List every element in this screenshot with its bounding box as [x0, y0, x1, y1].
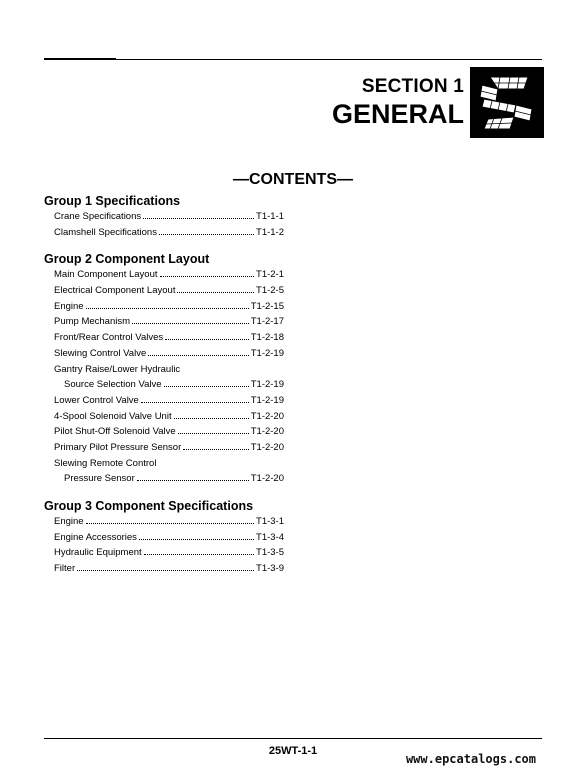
- toc-entry[interactable]: [44, 346, 284, 362]
- toc-entry-continued[interactable]: [44, 456, 284, 472]
- entry-label: 4-Spool Solenoid Valve Unit: [54, 410, 172, 422]
- toc-entry[interactable]: [44, 283, 284, 299]
- entry-page: T1-2-20: [250, 441, 284, 453]
- toc-group-2: [44, 251, 284, 487]
- leader-dots: [139, 538, 254, 540]
- leader-dots: [86, 522, 254, 524]
- entry-page: T1-3-4: [256, 531, 284, 543]
- section-title: GENERAL: [331, 99, 464, 129]
- section-header: [332, 76, 464, 129]
- leader-dots: [141, 401, 249, 403]
- toc-entry[interactable]: [44, 299, 284, 315]
- toc-entry[interactable]: [44, 514, 284, 530]
- section-s-logo-icon: [470, 67, 544, 138]
- group-title: Group 1 Specifications: [44, 194, 181, 208]
- entry-page: T1-1-2: [256, 226, 284, 238]
- entry-label: Lower Control Valve: [54, 394, 139, 406]
- entry-page: T1-2-5: [256, 285, 284, 297]
- entry-page: T1-3-9: [256, 563, 284, 575]
- toc-entry[interactable]: [44, 267, 284, 283]
- leader-dots: [137, 479, 249, 481]
- leader-dots: [177, 291, 254, 293]
- entry-page: T1-2-17: [250, 316, 284, 328]
- group-title: Group 3 Component Specifications: [44, 499, 254, 513]
- entry-page: T1-1-1: [256, 211, 284, 222]
- entry-label: Slewing Control Valve: [54, 347, 147, 359]
- leader-dots: [144, 553, 254, 555]
- contents-heading: —CONTENTS—: [233, 171, 353, 188]
- toc-entry[interactable]: [44, 545, 284, 561]
- toc-entry[interactable]: [44, 393, 284, 409]
- toc-entry-continued[interactable]: [44, 362, 284, 378]
- entry-label: Front/Rear Control Valves: [54, 332, 164, 344]
- entry-label: Engine: [54, 300, 84, 312]
- entry-label: Main Component Layout: [54, 269, 158, 281]
- leader-dots: [159, 233, 254, 235]
- leader-dots: [160, 275, 255, 277]
- entry-page: T1-2-1: [256, 269, 284, 281]
- entry-label: Primary Pilot Pressure Sensor: [54, 441, 182, 453]
- toc-entry[interactable]: [44, 314, 284, 330]
- entry-label: Electrical Component Layout: [54, 285, 176, 297]
- leader-dots: [86, 307, 249, 309]
- header-rule: [44, 59, 542, 60]
- entry-label: Clamshell Specifications: [54, 226, 157, 238]
- leader-dots: [143, 217, 254, 219]
- entry-page: T1-2-19: [250, 379, 284, 391]
- footer-rule: [44, 738, 542, 739]
- entry-label: Pilot Shut-Off Solenoid Valve: [54, 426, 176, 438]
- entry-label: Slewing Remote Control: [54, 457, 157, 469]
- toc-entry[interactable]: [44, 330, 284, 346]
- entry-page: T1-2-18: [250, 332, 284, 344]
- table-of-contents: [44, 190, 284, 577]
- toc-entry[interactable]: [44, 471, 284, 487]
- leader-dots: [148, 354, 249, 356]
- entry-label: Engine: [54, 516, 84, 527]
- group-title: Group 2 Component Layout: [44, 252, 210, 267]
- entry-page: T1-2-19: [250, 347, 284, 359]
- entry-page: T1-3-1: [256, 516, 284, 527]
- entry-page: T1-3-5: [256, 547, 284, 559]
- toc-group-1: [44, 193, 284, 240]
- toc-group-3: [44, 498, 284, 577]
- entry-label: Pump Mechanism: [54, 316, 131, 328]
- toc-entry[interactable]: [44, 377, 284, 393]
- entry-label: Hydraulic Equipment: [54, 547, 142, 559]
- section-label: SECTION 1: [361, 76, 464, 97]
- watermark: www.epcatalogs.com: [405, 752, 536, 766]
- toc-entry[interactable]: [44, 561, 284, 577]
- entry-label: Gantry Raise/Lower Hydraulic: [54, 363, 181, 375]
- toc-entry[interactable]: [44, 209, 284, 225]
- entry-page: T1-2-20: [250, 473, 284, 485]
- entry-label: Source Selection Valve: [64, 379, 162, 391]
- toc-entry[interactable]: [44, 530, 284, 546]
- entry-label: Pressure Sensor: [64, 473, 135, 485]
- entry-page: T1-2-20: [250, 410, 284, 422]
- toc-entry[interactable]: [44, 409, 284, 425]
- toc-entry[interactable]: [44, 225, 284, 241]
- entry-page: T1-2-20: [250, 426, 284, 438]
- entry-label: Filter: [54, 563, 76, 575]
- toc-entry[interactable]: [44, 424, 284, 440]
- leader-dots: [165, 338, 249, 340]
- leader-dots: [132, 322, 249, 324]
- entry-label: Crane Specifications: [54, 211, 142, 222]
- leader-dots: [164, 385, 249, 387]
- page-code: 25WT-1-1: [268, 745, 318, 757]
- entry-page: T1-2-19: [250, 394, 284, 406]
- toc-entry[interactable]: [44, 440, 284, 456]
- entry-page: T1-2-15: [250, 300, 284, 312]
- leader-dots: [77, 569, 254, 571]
- entry-label: Engine Accessories: [54, 531, 137, 543]
- leader-dots: [183, 448, 249, 450]
- leader-dots: [178, 432, 249, 434]
- leader-dots: [174, 417, 249, 419]
